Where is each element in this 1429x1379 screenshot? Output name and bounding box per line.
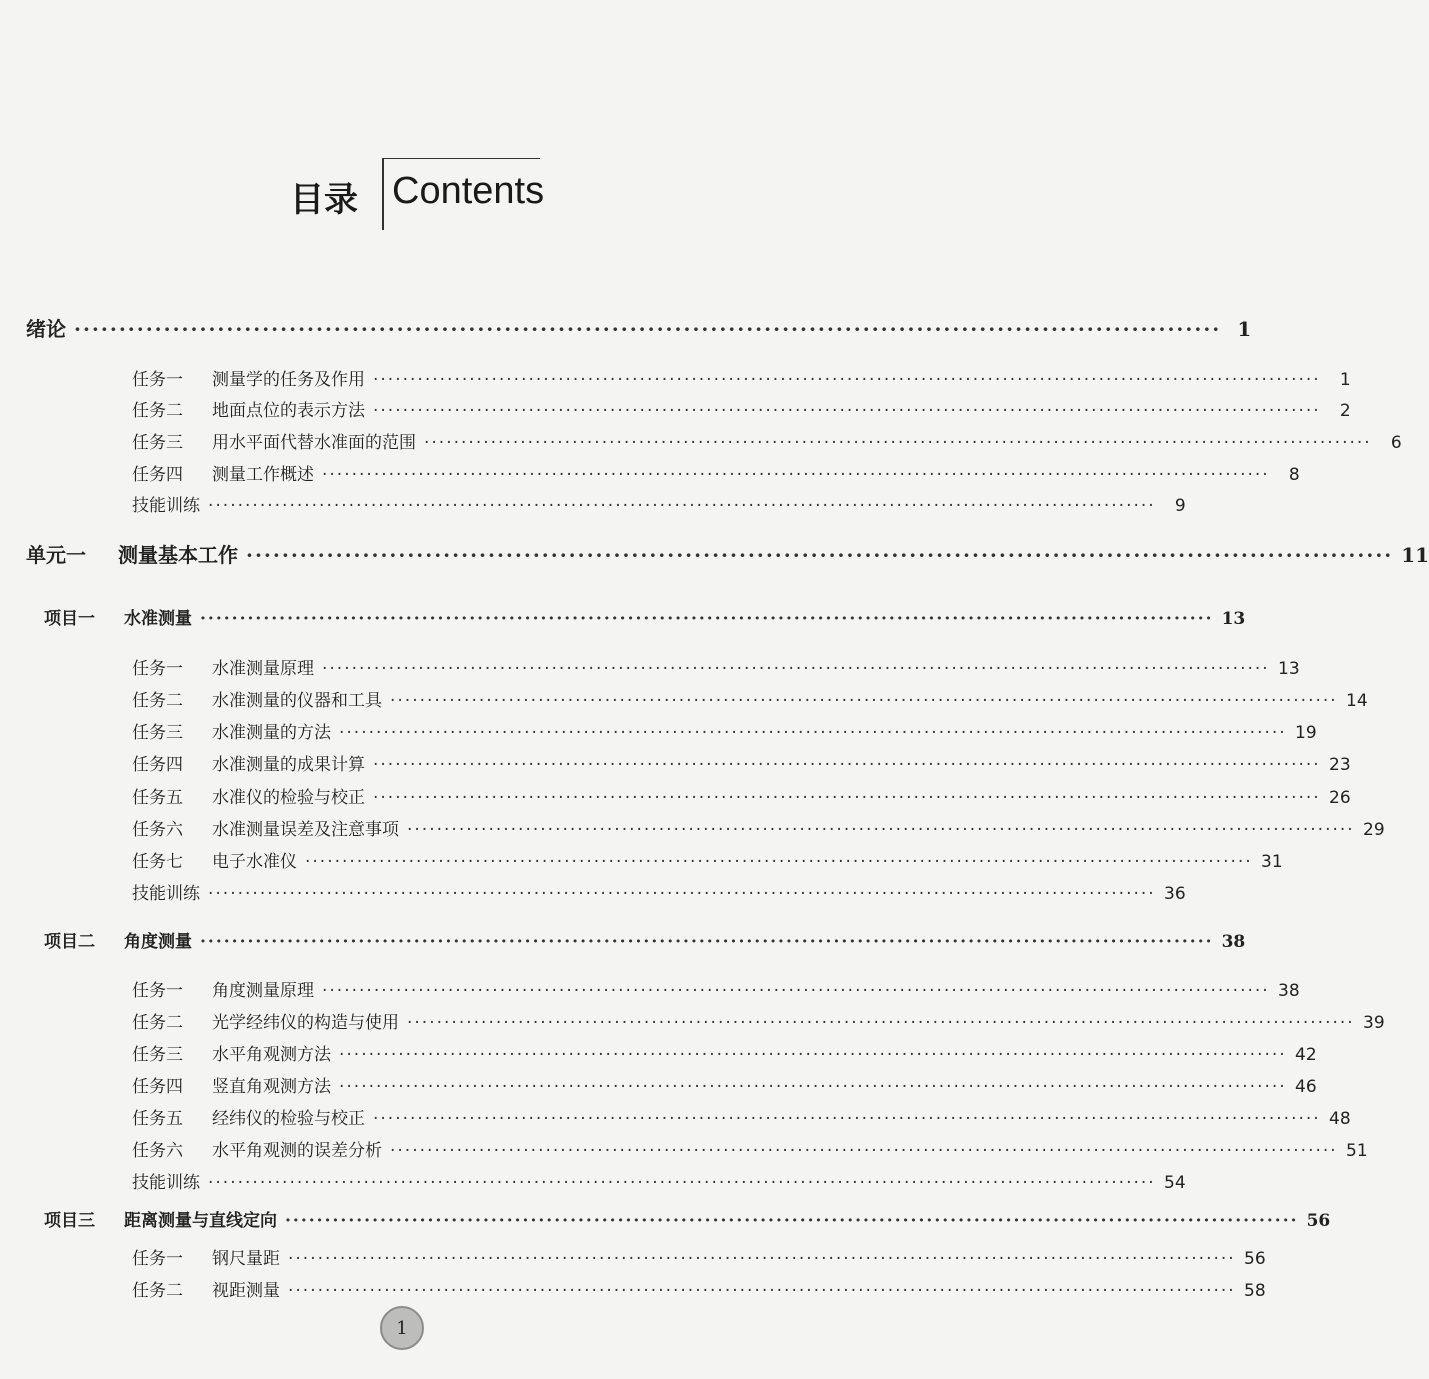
- toc-entry-label: [132, 1008, 399, 1033]
- toc-entry-page: 13: [1221, 609, 1246, 629]
- toc-entry-label: [132, 491, 200, 516]
- toc-entry-page: 1: [1339, 370, 1351, 390]
- toc-entry-title: 水准测量的仪器和工具: [212, 691, 382, 711]
- toc-entry-title: 距离测量与直线定向: [124, 1211, 277, 1231]
- toc-entry-title: 水准测量的成果计算: [212, 755, 365, 775]
- toc-entry[interactable]: [132, 686, 1368, 711]
- toc-entry-label: [132, 879, 200, 904]
- toc-leader-dots: ································································································································: [373, 755, 1321, 775]
- toc-entry-label: [132, 1244, 280, 1269]
- toc-entry-label: [132, 750, 365, 775]
- toc-entry-page: 46: [1295, 1077, 1317, 1097]
- toc-entry-label: [132, 396, 365, 421]
- toc-entry-label: [132, 1104, 365, 1129]
- header-topline: [384, 158, 540, 159]
- toc-entry[interactable]: [132, 396, 1351, 421]
- toc-entry-title: 测量工作概述: [212, 465, 314, 485]
- toc-leader-dots: ································································································································: [288, 1249, 1236, 1269]
- toc-entry-label: [132, 1276, 280, 1301]
- toc-entry-number: 任务四: [132, 1077, 183, 1097]
- toc-entry-title: 用水平面代替水准面的范围: [212, 433, 416, 453]
- toc-entry-label: [132, 1040, 331, 1065]
- toc-entry[interactable]: [132, 1244, 1266, 1269]
- toc-entry-page: 29: [1363, 820, 1385, 840]
- toc-entry[interactable]: [132, 491, 1186, 516]
- toc-entry-label: [26, 313, 66, 342]
- toc-entry[interactable]: [26, 313, 1252, 342]
- toc-entry-page: 1: [1237, 317, 1252, 341]
- toc-entry-title: 视距测量: [212, 1281, 280, 1301]
- toc-entry[interactable]: [132, 1276, 1266, 1301]
- toc-entry-number: 任务六: [132, 820, 183, 840]
- toc-leader-dots: ································································································································: [339, 1045, 1287, 1065]
- toc-entry[interactable]: [132, 428, 1402, 453]
- toc-entry-number: 任务四: [132, 465, 183, 485]
- toc-entry-number: 单元一: [26, 543, 86, 567]
- toc-entry[interactable]: [44, 927, 1246, 952]
- toc-entry[interactable]: [132, 976, 1300, 1001]
- toc-entry[interactable]: [132, 1136, 1368, 1161]
- toc-entry-page: 9: [1174, 496, 1186, 516]
- toc-entry-number: 任务一: [132, 981, 183, 1001]
- toc-entry-label: [26, 539, 238, 568]
- toc-entry-title: 角度测量原理: [212, 981, 314, 1001]
- toc-entry-number: 任务五: [132, 1109, 183, 1129]
- toc-entry-label: [132, 1072, 331, 1097]
- toc-entry-title: 水准测量误差及注意事项: [212, 820, 399, 840]
- toc-entry-page: 14: [1346, 691, 1368, 711]
- toc-leader-dots: ································································································································: [208, 496, 1156, 516]
- toc-entry-number: 任务六: [132, 1141, 183, 1161]
- toc-leader-dots: ································································································································: [208, 884, 1156, 904]
- toc-entry-label: [132, 815, 399, 840]
- toc-entry-number: 任务七: [132, 852, 183, 872]
- toc-entry-label: [44, 927, 192, 952]
- toc-entry-title: 电子水准仪: [212, 852, 297, 872]
- toc-entry[interactable]: [132, 1072, 1317, 1097]
- toc-entry[interactable]: [132, 1040, 1317, 1065]
- toc-entry-title: 绪论: [26, 317, 66, 341]
- toc-entry-title: 技能训练: [132, 496, 200, 516]
- toc-entry-number: 任务一: [132, 659, 183, 679]
- toc-entry-label: [132, 365, 365, 390]
- toc-entry-page: 56: [1244, 1249, 1266, 1269]
- title-cn: 目录: [290, 180, 358, 220]
- toc-entry-page: 13: [1278, 659, 1300, 679]
- toc-entry-number: 任务一: [132, 1249, 183, 1269]
- toc-entry[interactable]: [132, 815, 1385, 840]
- toc-entry-title: 测量基本工作: [118, 543, 238, 567]
- toc-entry[interactable]: [132, 1104, 1351, 1129]
- toc-entry-title: 水准仪的检验与校正: [212, 788, 365, 808]
- toc-entry-title: 水准测量的方法: [212, 723, 331, 743]
- toc-entry[interactable]: [132, 1168, 1186, 1193]
- toc-leader-dots: ································································································································: [390, 691, 1338, 711]
- toc-entry[interactable]: [132, 750, 1351, 775]
- toc-leader-dots: ································································································································: [208, 1173, 1156, 1193]
- toc-entry-title: 技能训练: [132, 884, 200, 904]
- toc-leader-dots: ································································································································: [373, 370, 1321, 390]
- toc-entry-title: 钢尺量距: [212, 1249, 280, 1269]
- toc-entry-number: 项目二: [44, 932, 95, 952]
- toc-leader-dots: ································································································································: [285, 1211, 1299, 1231]
- toc-entry-label: [132, 783, 365, 808]
- toc-entry-page: 54: [1164, 1173, 1186, 1193]
- toc-entry-page: 36: [1164, 884, 1186, 904]
- toc-entry-page: 6: [1390, 433, 1402, 453]
- toc-entry-page: 42: [1295, 1045, 1317, 1065]
- toc-entry[interactable]: [132, 879, 1186, 904]
- toc-entry-page: 48: [1329, 1109, 1351, 1129]
- toc-entry[interactable]: [132, 847, 1283, 872]
- toc-leader-dots: ································································································································: [390, 1141, 1338, 1161]
- toc-leader-dots: ································································································································: [407, 1013, 1355, 1033]
- toc-entry-page: 39: [1363, 1013, 1385, 1033]
- toc-entry-label: [132, 654, 314, 679]
- toc-entry-label: [132, 428, 416, 453]
- toc-entry-title: 水准测量原理: [212, 659, 314, 679]
- toc-entry-title: 水准测量: [124, 609, 192, 629]
- toc-leader-dots: ································································································································: [339, 723, 1287, 743]
- toc-entry-number: 任务三: [132, 433, 183, 453]
- toc-entry-number: 项目一: [44, 609, 95, 629]
- toc-entry-label: [132, 1136, 382, 1161]
- toc-entry-label: [132, 1168, 200, 1193]
- toc-leader-dots: ································································································································: [200, 932, 1214, 952]
- toc-leader-dots: ································································································································: [305, 852, 1253, 872]
- toc-entry-number: 任务二: [132, 401, 183, 421]
- toc-entry-title: 角度测量: [124, 932, 192, 952]
- toc-entry-page: 51: [1346, 1141, 1368, 1161]
- toc-leader-dots: ································································································································: [246, 543, 1394, 567]
- toc-entry[interactable]: [132, 365, 1351, 390]
- toc-entry[interactable]: [26, 539, 1429, 568]
- toc-leader-dots: ································································································································: [373, 1109, 1321, 1129]
- toc-entry-title: 水平角观测方法: [212, 1045, 331, 1065]
- toc-entry-label: [132, 976, 314, 1001]
- toc-entry-label: [44, 1206, 277, 1231]
- toc-entry-title: 测量学的任务及作用: [212, 370, 365, 390]
- title-en: Contents: [392, 170, 545, 212]
- toc-entry-page: 2: [1339, 401, 1351, 421]
- toc-entry[interactable]: [132, 718, 1317, 743]
- toc-entry-title: 地面点位的表示方法: [212, 401, 365, 421]
- toc-leader-dots: ································································································································: [373, 401, 1321, 421]
- toc-entry-number: 任务三: [132, 1045, 183, 1065]
- toc-leader-dots: ································································································································: [424, 433, 1372, 453]
- toc-entry-title: 光学经纬仪的构造与使用: [212, 1013, 399, 1033]
- toc-leader-dots: ································································································································: [288, 1281, 1236, 1301]
- toc-entry-number: 任务二: [132, 1281, 183, 1301]
- toc-entry[interactable]: [132, 1008, 1385, 1033]
- toc-leader-dots: ································································································································: [322, 465, 1270, 485]
- toc-entry-label: [132, 718, 331, 743]
- toc-leader-dots: ································································································································: [322, 981, 1270, 1001]
- toc-entry-page: 11: [1401, 543, 1429, 567]
- toc-leader-dots: ································································································································: [373, 788, 1321, 808]
- toc-entry[interactable]: [132, 654, 1300, 679]
- toc-leader-dots: ································································································································: [339, 1077, 1287, 1097]
- toc-leader-dots: ································································································································: [74, 317, 1222, 341]
- toc-entry-label: [132, 686, 382, 711]
- toc-entry-number: 项目三: [44, 1211, 95, 1231]
- toc-leader-dots: ································································································································: [200, 609, 1214, 629]
- toc-entry-title: 竖直角观测方法: [212, 1077, 331, 1097]
- toc-leader-dots: ································································································································: [407, 820, 1355, 840]
- toc-entry-number: 任务二: [132, 1013, 183, 1033]
- toc-entry-page: 38: [1278, 981, 1300, 1001]
- toc-entry-page: 38: [1221, 932, 1246, 952]
- toc-entry[interactable]: [132, 460, 1300, 485]
- toc-entry-page: 8: [1288, 465, 1300, 485]
- toc-entry-page: 56: [1306, 1211, 1331, 1231]
- toc-entry-number: 任务五: [132, 788, 183, 808]
- toc-entry-page: 26: [1329, 788, 1351, 808]
- toc-entry-title: 水平角观测的误差分析: [212, 1141, 382, 1161]
- toc-entry-number: 任务二: [132, 691, 183, 711]
- toc-entry-page: 23: [1329, 755, 1351, 775]
- toc-entry-page: 19: [1295, 723, 1317, 743]
- toc-entry-title: 技能训练: [132, 1173, 200, 1193]
- toc-entry-number: 任务一: [132, 370, 183, 390]
- toc-entry-page: 58: [1244, 1281, 1266, 1301]
- toc-entry-page: 31: [1261, 852, 1283, 872]
- page-number-badge: 1: [380, 1306, 424, 1350]
- toc-entry-number: 任务三: [132, 723, 183, 743]
- toc-leader-dots: ································································································································: [322, 659, 1270, 679]
- toc-entry[interactable]: [132, 783, 1351, 808]
- toc-entry-number: 任务四: [132, 755, 183, 775]
- toc-entry-label: [44, 604, 192, 629]
- toc-entry[interactable]: [44, 1206, 1331, 1231]
- toc-entry-title: 经纬仪的检验与校正: [212, 1109, 365, 1129]
- toc-entry-label: [132, 460, 314, 485]
- toc-entry[interactable]: [44, 604, 1246, 629]
- toc-entry-label: [132, 847, 297, 872]
- header-divider: [382, 158, 384, 230]
